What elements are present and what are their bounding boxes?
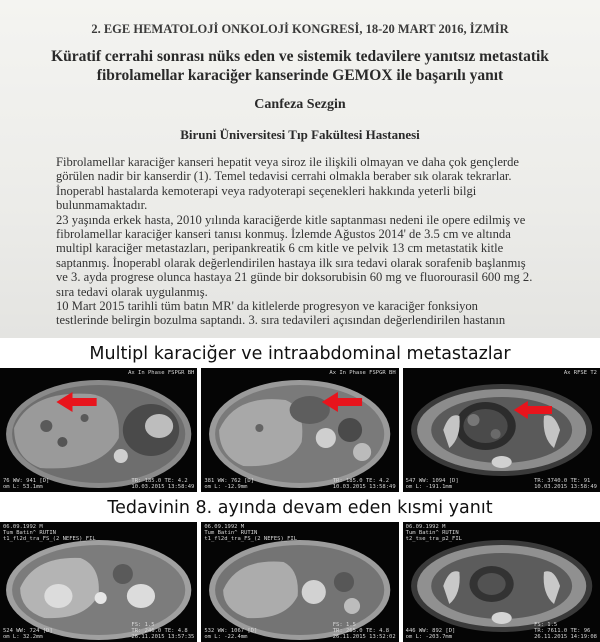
conference-header: 2. EGE HEMATOLOJİ ONKOLOJİ KONGRESİ, 18-20 MART 2016, İZMİR (91, 22, 509, 36)
title-line: Küratif cerrahi sonrası nüks eden ve sistemik tedavilere yanıtsız metastatik (51, 48, 549, 65)
body-line: 23 yaşında erkek hasta, 2010 yılında karaciğerde kitle saptanması nedeni ile opere edilmiş ve (56, 212, 526, 227)
scan-window-info: 547 WW: 1094 [D] om L: -191.1mm (405, 478, 459, 490)
scan-window-info: 532 WW: 1067 [D] om L: -22.4mm (204, 628, 258, 640)
scan-patient-info: 06.09.1992 M Tum Batin^ RUTIN t1_fl2d_tra_FS_(2 NEFES)_FIL (204, 524, 298, 542)
scan-window-info: 381 WW: 762 [D] om L: -12.9mm (204, 478, 254, 490)
mri-scan-liver-1 (0, 368, 197, 492)
institution-name: Biruni Üniversitesi Tıp Fakültesi Hastanesi (180, 127, 420, 142)
body-line: bulunmamaktadır. (56, 198, 148, 213)
scan-timestamp: TR: 185.0 TE: 4.2 10.03.2015 13:58:49 (332, 478, 396, 490)
mri-scan-followup-3 (403, 522, 600, 642)
section-caption-metastases: Multipl karaciğer ve intraabdominal metastazlar (0, 340, 600, 368)
red-arrow-icon (0, 368, 197, 492)
mri-scan-followup-2 (201, 522, 398, 642)
scan-sequence-label: Ax In Phase FSPGR BH (128, 370, 195, 376)
arrow-shape (513, 401, 551, 419)
section-caption-response: Tedavinin 8. ayında devam eden kısmi yanıt (0, 494, 600, 522)
scan-patient-info: 06.09.1992 M Tum Batin^ RUTIN t2_tse_tra_p2_FIL (405, 524, 462, 542)
mri-scan-followup-1 (0, 522, 197, 642)
scan-window-info: 446 WW: 892 [D] om L: -203.7mm (405, 628, 456, 640)
scan-row-baseline (0, 368, 600, 492)
red-arrow-icon (403, 368, 600, 492)
title-line: fibrolamellar karaciğer kanserinde GEMOX ile başarılı yanıt (96, 67, 504, 84)
body-line: sıra tedavi olarak uygulanmış. (56, 284, 208, 299)
abstract-title (40, 47, 560, 85)
arrow-shape (56, 392, 96, 412)
abstract-body (56, 155, 576, 328)
body-line: multipl karaciğer metastazları, peripankreatik 6 cm kitle ve pelvik 13 cm metastatik kitle (56, 241, 504, 256)
scan-sequence-label: Ax In Phase FSPGR BH (329, 370, 396, 376)
scan-window-info: 524 WW: 724 [D] om L: 32.2mm (3, 628, 53, 640)
mri-scan-pelvis (403, 368, 600, 492)
body-line: görülen nadir bir kanserdir (1). Temel tedavisi cerrahi olmakla beraber sık olarak tekrarlar. (56, 169, 512, 184)
scan-patient-info: 06.09.1992 M Tum Batin^ RUTIN t1_fl2d_tra_FS_(2 NEFES)_FIL (3, 524, 96, 542)
scan-row-followup (0, 522, 600, 642)
body-line: testlerinde belirgin bozulma saptandı. 3. sıra tedavileri açısından değerlendirilen hastanın (56, 313, 506, 328)
body-line: ve 3. ayda progrese olunca hastaya 21 günde bir doksorubisin 60 mg ve fluorourasil 600 mg 2. (56, 270, 533, 285)
arrow-shape (322, 392, 362, 412)
mri-scan-liver-2 (201, 368, 398, 492)
scan-window-info: 76 WW: 941 [D] om L: 53.1mm (3, 478, 50, 490)
body-line: İnoperabl hastalarda kemoterapi veya radyoterapi seçenekleri hakkında yeterli bilgi (56, 183, 477, 198)
scan-timestamp: TR: 185.0 TE: 4.2 10.03.2015 13:58:49 (131, 478, 195, 490)
body-line: fibrolamellar karaciğer kanseri tanısı konmuş. İzlemde Ağustos 2014' de 3.5 cm ve altında (56, 227, 511, 242)
scan-timestamp: FS: 1.5 TR: 7611.0 TE: 96 26.11.2015 14:19:08 (534, 622, 597, 640)
scan-timestamp: FS: 1.5 TR: 265.0 TE: 4.8 26.11.2015 13:52:02 (332, 622, 396, 640)
body-line: 10 Mart 2015 tarihli tüm batın MR' da kitlelerde progresyon ve karaciğer fonksiyon (56, 299, 478, 314)
scan-sequence-label: Ax RFSE T2 (563, 370, 597, 376)
author-name: Canfeza Sezgin (254, 97, 346, 112)
body-line: saptanmış. İnoperabl olarak değerlendirilen hastaya ilk sıra tedavi olarak sorafenib başlanmış (56, 255, 526, 270)
scan-timestamp: FS: 1.5 TR: 246.0 TE: 4.8 26.11.2015 13:57:35 (131, 622, 195, 640)
red-arrow-icon (201, 368, 398, 492)
scan-timestamp: TR: 3740.0 TE: 91 10.03.2015 13:58:49 (534, 478, 597, 490)
body-line: Fibrolamellar karaciğer kanseri hepatit veya siroz ile ilişkili olmayan ve daha çok gençlerde (56, 155, 519, 169)
